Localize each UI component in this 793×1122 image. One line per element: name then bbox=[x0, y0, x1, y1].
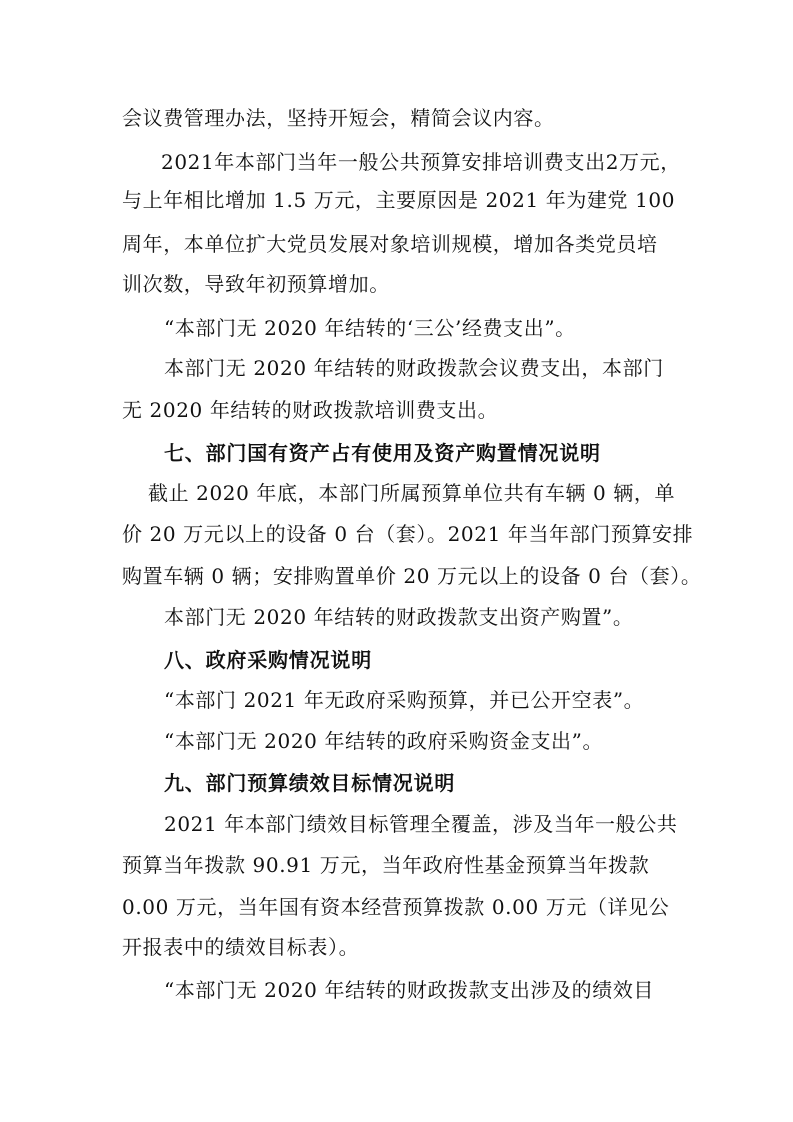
paragraph-line: 训次数，导致年初预算增加。 bbox=[122, 272, 390, 296]
paragraph-line: 价 20 万元以上的设备 0 台（套）。2021 年当年部门预算安排 bbox=[122, 522, 694, 546]
paragraph-line: 会议费管理办法，坚持开短会，精简会议内容。 bbox=[122, 106, 555, 130]
paragraph-line: 本部门无 2020 年结转的财政拨款支出资产购置”。 bbox=[164, 605, 634, 629]
paragraph-line: “本部门无 2020 年结转的‘三公’经费支出”。 bbox=[164, 316, 576, 340]
paragraph-line: 本部门无 2020 年结转的财政拨款会议费支出，本部门 bbox=[164, 356, 664, 380]
section-heading: 七、部门国有资产占有使用及资产购置情况说明 bbox=[164, 441, 601, 465]
section-heading: 九、部门预算绩效目标情况说明 bbox=[164, 771, 456, 795]
paragraph-line: 2021年本部门当年一般公共预算安排培训费支出2万元， bbox=[161, 150, 681, 174]
paragraph-line: 购置车辆 0 辆；安排购置单价 20 万元以上的设备 0 台（套）。 bbox=[122, 564, 702, 588]
paragraph-line: 2021 年本部门绩效目标管理全覆盖，涉及当年一般公共 bbox=[164, 812, 678, 836]
paragraph-line: 开报表中的绩效目标表）。 bbox=[122, 935, 360, 959]
paragraph-line: 预算当年拨款 90.91 万元，当年政府性基金预算当年拨款 bbox=[122, 853, 650, 877]
paragraph-line: 周年，本单位扩大党员发展对象培训规模，增加各类党员培 bbox=[122, 232, 658, 256]
paragraph-line: “本部门 2021 年无政府采购预算，并已公开空表”。 bbox=[164, 688, 645, 712]
paragraph-line: “本部门无 2020 年结转的政府采购资金支出”。 bbox=[164, 729, 604, 753]
section-heading: 八、政府采购情况说明 bbox=[164, 648, 372, 672]
paragraph-line: 无 2020 年结转的财政拨款培训费支出。 bbox=[122, 398, 499, 422]
paragraph-line: “本部门无 2020 年结转的财政拨款支出涉及的绩效目 bbox=[164, 978, 655, 1002]
paragraph-line: 与上年相比增加 1.5 万元，主要原因是 2021 年为建党 100 bbox=[122, 188, 676, 212]
paragraph-line: 截止 2020 年底，本部门所属预算单位共有车辆 0 辆，单 bbox=[148, 481, 676, 505]
paragraph-line: 0.00 万元，当年国有资本经营预算拨款 0.00 万元（详见公 bbox=[122, 895, 670, 919]
